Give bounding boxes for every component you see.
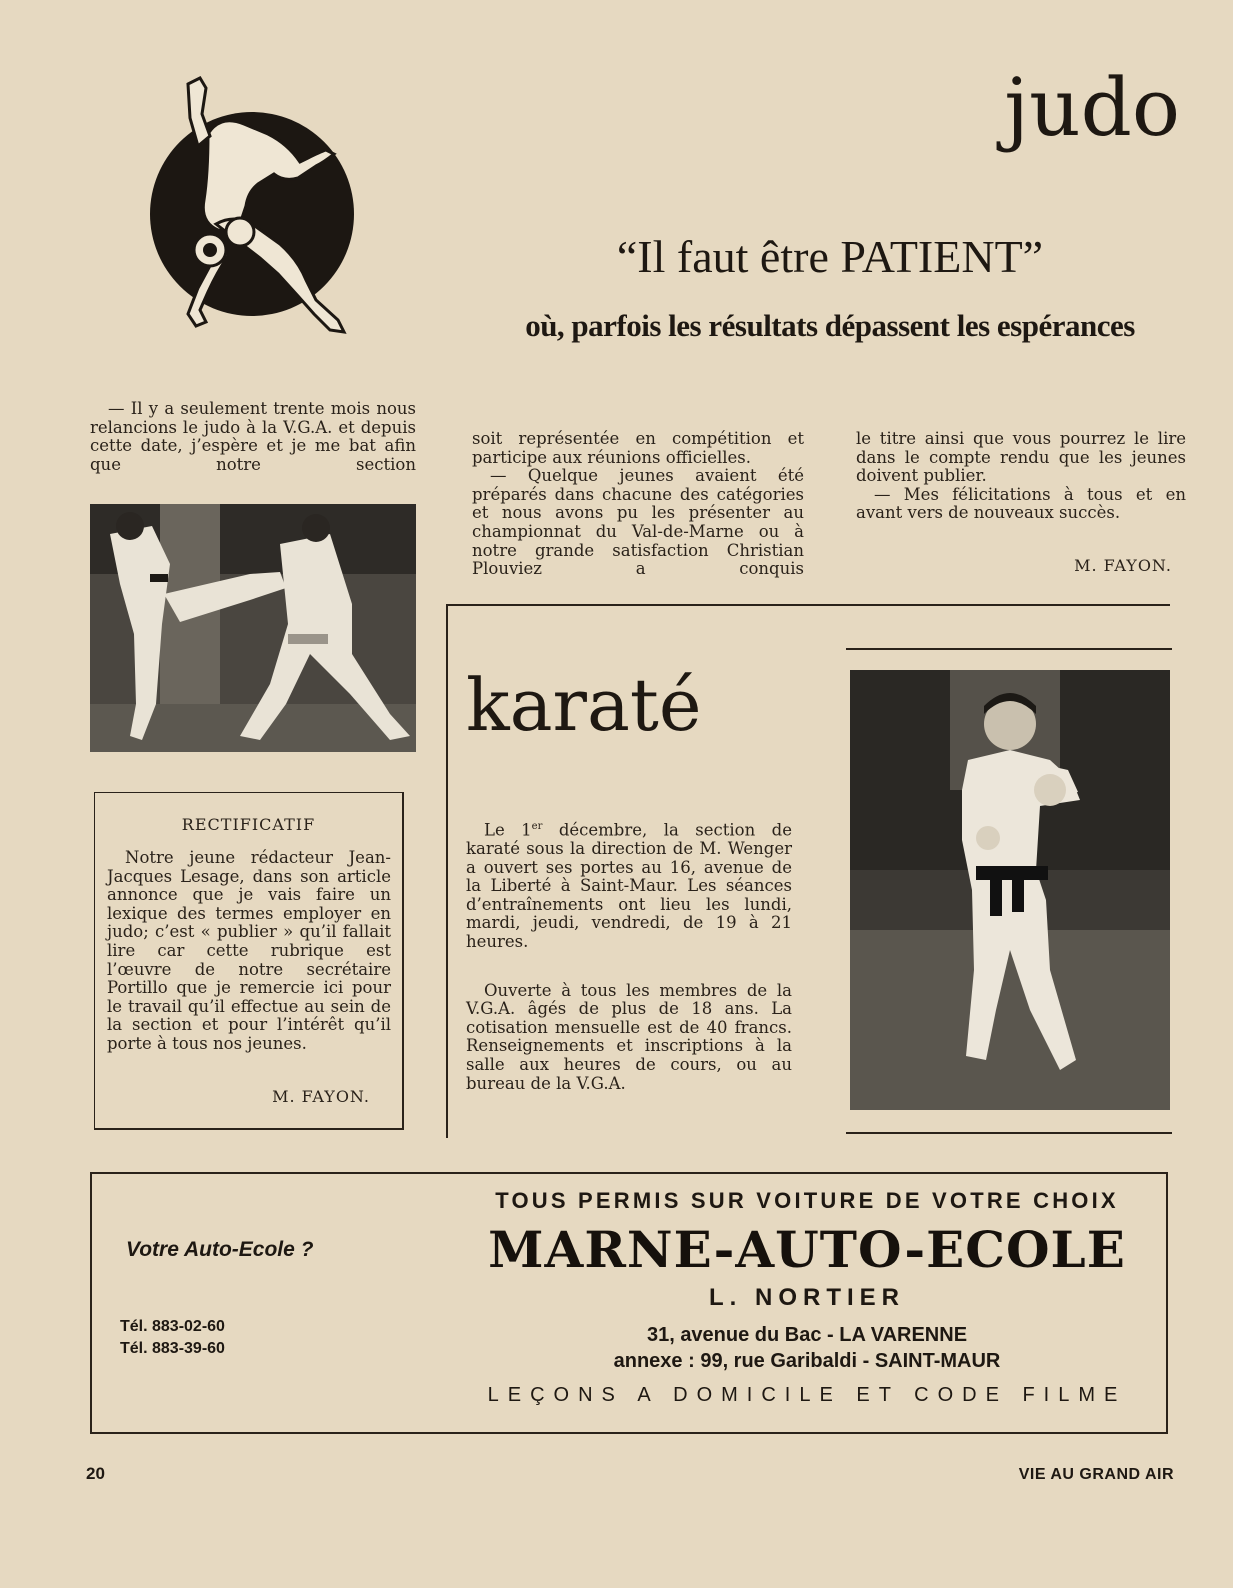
subheadline: où, parfois les résultats dépassent les espérances xyxy=(525,308,1135,343)
advert-tel-1: Tél. 883-02-60 xyxy=(120,1318,225,1335)
advert-owner: L. NORTIER xyxy=(709,1284,905,1311)
karate-left-rule xyxy=(446,604,448,1138)
advert-box xyxy=(90,1172,1168,1434)
advert-tel-2: Tél. 883-39-60 xyxy=(120,1340,225,1357)
section-title: judo xyxy=(1004,61,1180,154)
advert-line-1: TOUS PERMIS SUR VOITURE DE VOTRE CHOIX xyxy=(495,1188,1119,1213)
judo-signature: M. FAYON. xyxy=(1074,556,1172,575)
advert-address-1: 31, avenue du Bac - LA VARENNE xyxy=(646,1324,968,1346)
rectificatif-box xyxy=(94,792,404,1130)
karate-photo-bottom-rule xyxy=(846,1132,1172,1134)
karate-title: karaté xyxy=(466,663,702,747)
karate-photo-top-rule xyxy=(846,648,1172,650)
karate-top-rule xyxy=(446,604,1170,606)
advert-question: Votre Auto-Ecole ? xyxy=(126,1238,314,1261)
judo-col-1: — Il y a seulement trente mois nous relancions le judo à la V.G.A. et depuis cette date, j’espère et je me bat afin que notre section xyxy=(90,399,416,474)
rectificatif-title: RECTIFICATIF xyxy=(181,815,316,834)
headline: “Il faut être PATIENT” xyxy=(616,231,1044,282)
advert-address-2: annexe : 99, rue Garibaldi - SAINT-MAUR xyxy=(613,1350,1001,1372)
page-number: 20 xyxy=(86,1464,105,1483)
karate-paragraph-2: Ouverte à tous les membres de la V.G.A. âgés de plus de 18 ans. La cotisation mensuelle est de 40 francs. Renseignements et inscriptions à la salle aux heures de cours, ou au bureau de la V.G.A. xyxy=(466,980,792,1093)
karate-stance-photo xyxy=(850,670,1170,1110)
rectificatif-signature: M. FAYON. xyxy=(272,1087,370,1106)
karate-paragraph-1: Le 1er décembre, la section de karaté sous la direction de M. Wenger a ouvert ses portes au 16, avenue de la Liberté à Saint-Maur. Les séances d’entraînements ont lieu les lundi, mardi, jeudi, vendredi, de 19 à 21 heures. xyxy=(466,820,792,952)
rectificatif-body: Notre jeune rédacteur Jean-Jacques Lesage, dans son article annonce que je vais faire un lexique des termes employer en judo; c’est « publier » qu’il fallait lire car cette rubrique est l’œuvre de notre secrétaire Portillo que je remercie ici pour le travail qu’il effectue au sein de la section et pour l’intérêt qu’il porte à tous nos jeunes. xyxy=(107,848,391,1053)
karate-kick-photo xyxy=(90,504,416,752)
magazine-name: VIE AU GRAND AIR xyxy=(1018,1466,1174,1483)
judo-col-2: soit représentée en compétition et participe aux réunions officielles. — Quelque jeunes avaient été préparés dans chacune des catégories et nous avons pu les présenter au championnat du Val-de-Marne ou à notre grande satisfaction Christian Plouviez a conquis xyxy=(472,429,804,579)
advert-line-bottom: LEÇONS A DOMICILE ET CODE FILME xyxy=(487,1384,1127,1406)
advert-brand: MARNE-AUTO-ECOLE xyxy=(488,1220,1126,1279)
judo-col-3: le titre ainsi que vous pourrez le lire dans le compte rendu que les jeunes doivent publier. — Mes félicitations à tous et en avant vers de nouveaux succès. xyxy=(856,429,1186,523)
karate-text xyxy=(466,818,792,1093)
judo-emblem xyxy=(148,74,360,340)
